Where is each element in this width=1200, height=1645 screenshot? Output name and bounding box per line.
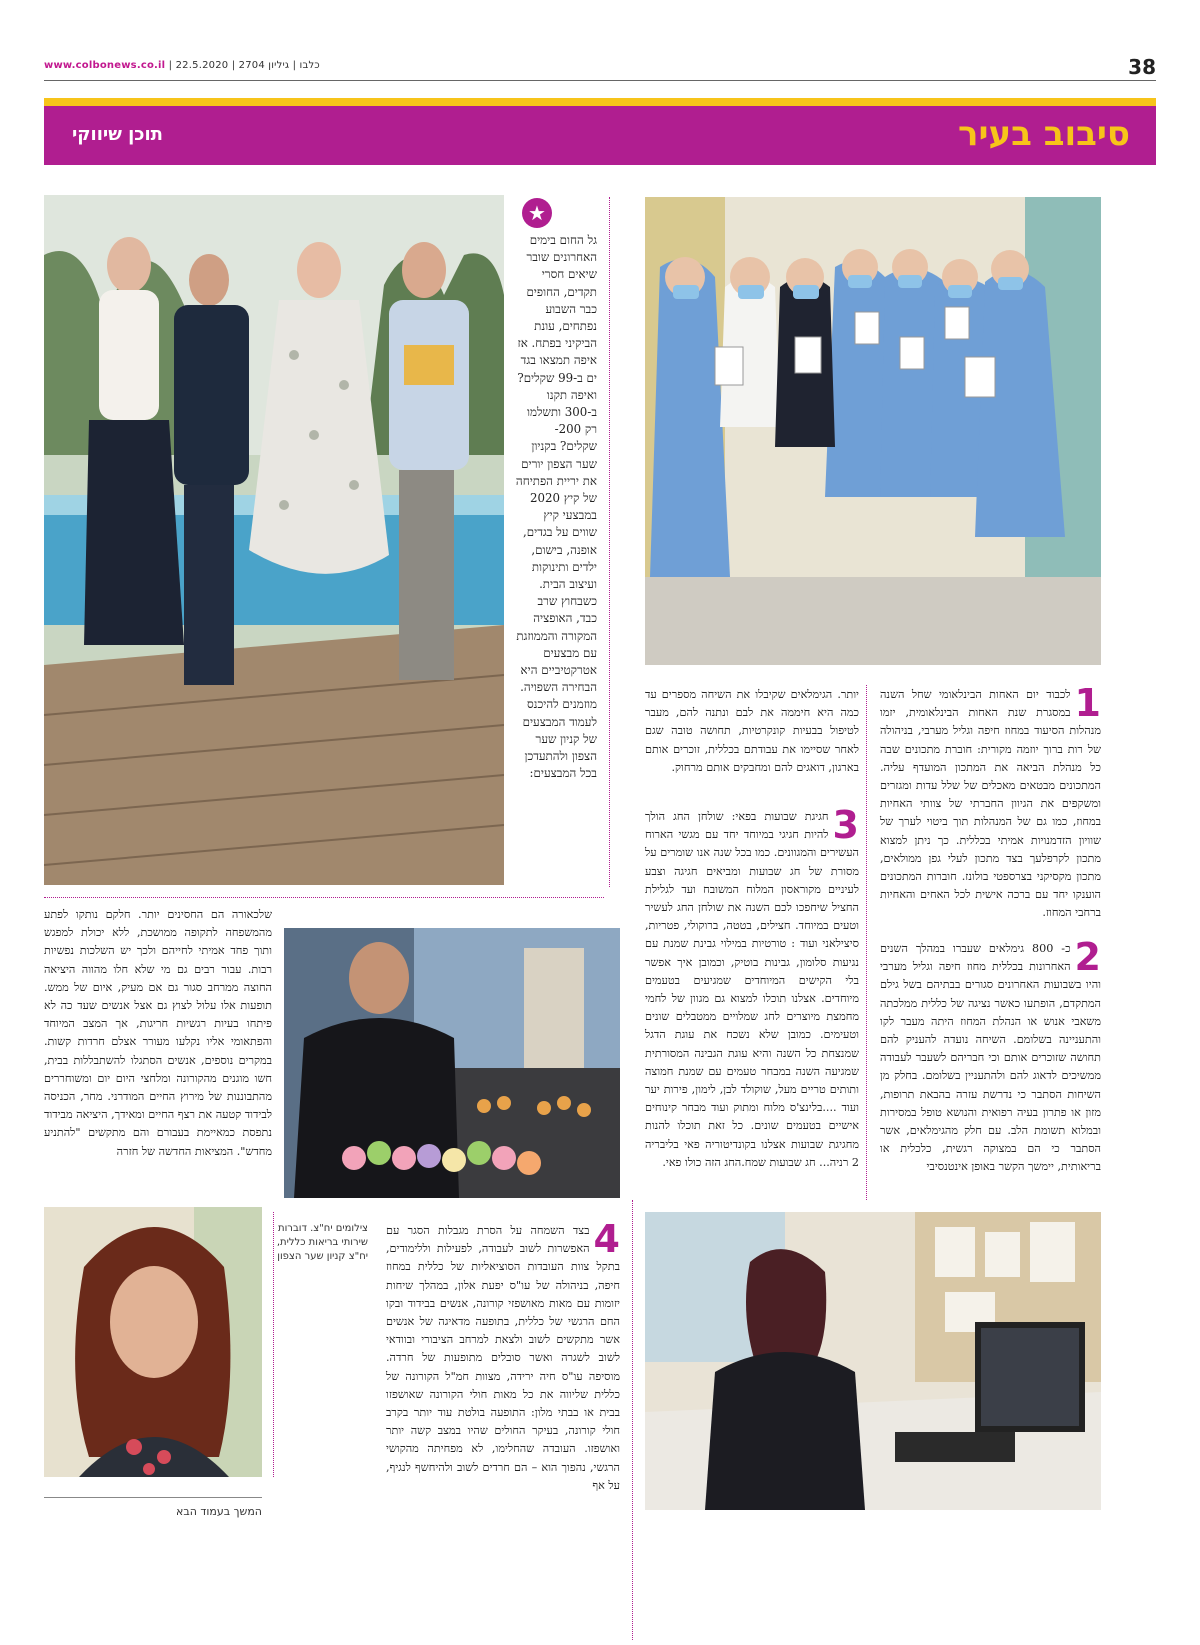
column-divider bbox=[866, 685, 867, 1200]
item-number-2: 2 bbox=[1074, 935, 1101, 979]
header-divider bbox=[44, 80, 1156, 81]
sponsored-label: תוכן שיווקי bbox=[72, 124, 163, 145]
item-number-1: 1 bbox=[1074, 681, 1101, 725]
site-url: www.colbonews.co.il bbox=[44, 60, 166, 71]
photo-credit-text: צילומים יח"צ. דוברות שירותי בריאות כללית, יח"צ קניון שער הצפון bbox=[276, 1223, 368, 1262]
article-item-1 bbox=[880, 681, 1101, 923]
site-url-line bbox=[44, 60, 320, 71]
nurses-photo bbox=[645, 197, 1101, 665]
portrait-photo bbox=[44, 1207, 262, 1477]
section-banner bbox=[44, 106, 1156, 165]
article-item-2 bbox=[880, 935, 1101, 1177]
item-4-continuation-text: שלכאורה הם החסינים יותר. חלקם נותקו לפתע מהמשפחה לתקופה ממושכת, ללא יכולת למפגש ותוך פחד אמיתי לחייהם ולכך יש השלכות נפשיות רבות. עבור רבים גם מי שלא חלו מהווה היציאה החוצה ממרחב סגור גם אם מעיק, איום של ממש. תופעות אלו עלול לצוץ גם אצל אנשים שעד כה לא פיתחו בעיות רגשיות חריגות, אך המצב המיוחד והפתאומי אליו נקלעו מעורר אצלם חרדות קשות. במקרים נוספים, אנשים הסתגלו להשתבללות בבית, חשו מוגנים מהקורונה ומלחצי היום יום ומשוחררים מהתבוננות של מירוץ החיים המודרני. מחר, הכניסה לבידוד קטעה את רצף החיים ומאידך, היציאה מבידוד נתפסת כמאיימת בעבורם והם מתקשים "להתניע מחדש". המציאות החדשה של חזרה bbox=[44, 908, 272, 1158]
column-divider bbox=[609, 197, 610, 887]
article-continuation bbox=[645, 686, 859, 777]
row-divider bbox=[44, 897, 604, 898]
footer-divider bbox=[44, 1497, 262, 1498]
column-divider bbox=[273, 1212, 274, 1477]
item-1-text: לכבוד יום האחות הבינלאומי שחל השנה במסגרת שנת האחות הבינלאומית, יזמו מנהלות הסיעוד במחוז חיפה וגליל מערבי, בניהולה של רות ברוך יוזמה מקורית: חוברת מתכונים שבה כל מנהלת הביאה את המתכון המועדף עליה. המתכונים מבטאים מאכלים של שלל עדות ומגזרים ומשקפים את הגיוון החברתי של צוותי האחיות במחוז, כמו גם של המנהלות תוך ביטוי לערך של שוויון הזדמנויות אמיתי בכללית. כך ניתן למצוא מתכון לקרפלעך בצד מתכון לעלי גפן ממולאים, מתכון מקסיקני בצרספטי בולונז. חוברות המתכונים הוענקו יחד עם ברכה אישית לכל האחים והאחיות ברחבי המחוז. bbox=[880, 688, 1101, 920]
article-item-4 bbox=[386, 1217, 620, 1495]
continued-note-text: המשך בעמוד הבא bbox=[176, 1505, 262, 1518]
item-number-3: 3 bbox=[832, 803, 859, 847]
item-number-4: 4 bbox=[593, 1217, 620, 1261]
item-4-continuation bbox=[44, 906, 272, 1161]
issue-meta: | כלבו | גיליון 2704 | 22.5.2020 bbox=[168, 60, 320, 71]
chef-photo bbox=[284, 928, 620, 1198]
photo-credit bbox=[276, 1222, 368, 1264]
fashion-blurb-text: גל החום בימים האחרונים שובר שיאים חסרי תקדים, החופים כבר השבוע נפתחים, עונת הביקיני בפתח. אז איפה תמצאו בגד ים ב-99 שקלים? ואיפה תקנו ב-300 ותשלמו רק 200- שקלים? בקניון שער הצפון יורים את יריית הפתיחה של קיץ 2020 במבצעי קיץ שווים על בגדים, אופנה, בישום, ילדים ותינוקות ועיצוב הבית. כשבחוץ שרב כבד, האופציה המקורה והממוזגת עם מבצעים אטרקטיביים היא הבחירה השפויה. מוזמנים להיכנס לעמוד המבצעים של קניון שער הצפון ולהתעדכן בכל המבצעים: bbox=[515, 233, 597, 781]
office-photo bbox=[645, 1212, 1101, 1510]
fashion-blurb bbox=[515, 232, 597, 783]
article-item-3 bbox=[645, 803, 859, 1172]
column-divider bbox=[632, 1200, 633, 1640]
continued-note bbox=[44, 1505, 262, 1518]
item-3-text: חגיגת שבועות בפאי: שולחן החג הולך להיות חגיגי במיוחד יחד עם מגשי הארוח העשירים והמגוונים. כמו בכל שנה אנו שומרים על מסורת של חג שבועות ומביאים חגיגה וצבע לעיניים מקוראסון המלוח המשובח ועד לגלילת החציל שיחפכו לכם השנה את שולחן החג לעשיר וטעים במיוחד. חצילים, בטטה, ברוקולי, פטריות, סיצילאני ועוד : טורטיות במילוי גבינת שמנת עם נגיעות סלומון, גבינות בוטיק, וכמובן איך אפשר בלי הקישים המיוחדים שמגיעים בטעמים מיוחדים. אצלנו תוכלו למצוא גם מגוון של לחמי מחמצת מיוצרים לחג שמלויים ממטבלים שונים וטעימים. כמובן שלא נשכח את עוגת הדגל שמנצחת כל השנה והיא עוגת הגבינה המסורתית שמגיעה השנה במבחר טעמים עם שמנת חמוצה ותותים טריים מעל, שוקולד לבן, לימון, פירות יער ועוד ....בלינצ'ס מלוח ומתוק ועוד מבחר קינוחים אישיים בטעמים שונים. כל זאת תוכלו להנות מחגיגת שבועות אצלנו בקונדיטוריה פאי בליבריה 2 רניה... חג שבועות שמח.החג הזה כולו פאי. bbox=[645, 810, 859, 1169]
section-title: סיבוב בעיר bbox=[958, 114, 1130, 154]
item-2-text: כ- 800 גימלאים שעברו במהלך השנים האחרונות בכללית מחוז חיפה וגליל מערבי והיו בשבועות האחרונים סגורים בבתיהם בשל גילם המתקדם, הופתעו כאשר נציגה של כללית ממלכתה משאבי אנוש או הנהלת המחוז היתה מעבר לקו והתעניינה בשלומם. השיחה נועדה להעניק להם תחושה שזוכרים אותם וכי חבריהם לשעבר לעבודה ממשיכים לדאוג להם ולהתעניין בשלומם. בחלק מן השיחות הסתבר כי נדרשת עזרה בהבאת תרופות, מזון או פתרון בעיה רפואית והנושא טופל במסירות ובמלוא תשומת הלב. עם חלק מהגימלאים, אשר הסתבר כי הם במצוקה רגשית, כלכלית או בריאותית, יימשך הקשר באופן אינטנסיבי bbox=[880, 942, 1101, 1174]
star-icon: ★ bbox=[522, 198, 552, 228]
item-4-text: בצד השמחה על הסרת מגבלות הסגר עם האפשרות לשוב לעבודה, לפעילות וללימודים, בתקל צוות העובדות הסוציאליות של כללית במחוז חיפה, בניהולה של עו"ס יפעת אלון, במהלך שיחות יזומות עם מאות מאושפזי קורונה, אנשים בבידוד ובקו החם הרגשי של כללית, בתופעה מדאיגה של אנשים אשר מתקשים לשוב ולצאת למרחב הציבורי ובוודאי לשוב לשגרה ואשר סובלים מתופעות של חרדה. מוסיפה עו"ס חיה ירידה, מצוות חמ"ל הקורונה של כללית שליווה את כל מאות חולי הקורונה שאושפזו בבית או בבתי מלון: התופעה בולטת עוד יותר בקרב חולי קורונה, בעיקר החולים שהיו במצב קשה יותר ואושפזו. העובדה שהחלימו, לא מפחיתה מהקושי הרגשי, נהפוך הוא – הם חרדים לשוב ולהיחשף לנגיף, על אף bbox=[386, 1224, 620, 1492]
page-number: 38 bbox=[1128, 55, 1156, 79]
fashion-photo bbox=[44, 195, 504, 885]
continuation-text: יותר. הגימלאים שקיבלו את השיחה מספרים עד כמה היא חיממה את לבם ונתנה להם, מעבר לטיפול בבעיות קונקרטיות, תחושה טובה שגם לאחר שסיימו את עבודתם בכללית, זוכרים אותם בארגון, דואגים להם ומחבקים אותם מרחוק. bbox=[645, 688, 859, 774]
banner-accent bbox=[44, 98, 1156, 106]
